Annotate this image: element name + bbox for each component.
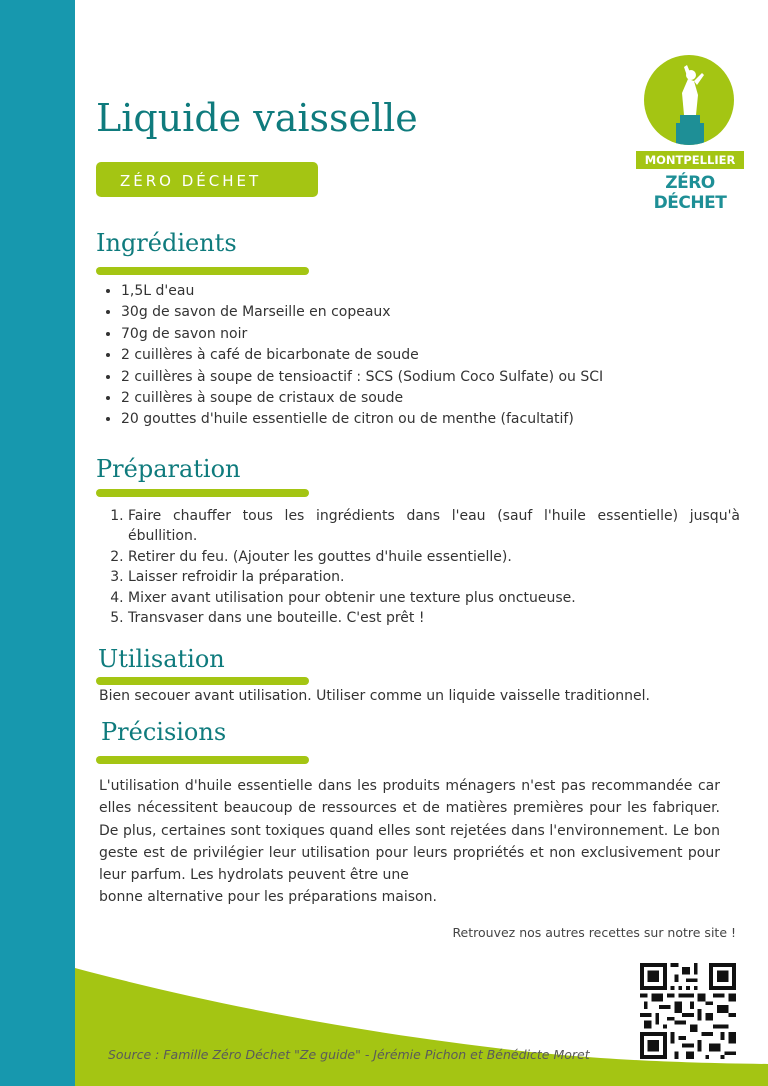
- website-callout: Retrouvez nos autres recettes sur notre site !: [452, 925, 736, 940]
- logo-circle: [644, 55, 734, 145]
- tag-label: ZÉRO DÉCHET: [120, 172, 262, 190]
- logo: [634, 55, 746, 213]
- ingredient-item: • 1,5L d'eau: [121, 281, 603, 302]
- precisions-text: [99, 775, 720, 909]
- step-item: 5. Transvaser dans une bouteille. C'est prêt !: [128, 608, 740, 628]
- step-item: 1. Faire chauffer tous les ingrédients dans l'eau (sauf l'huile essentielle) jusqu'à ébullition.: [128, 506, 740, 547]
- usage-text: Bien secouer avant utilisation. Utiliser comme un liquide vaisselle traditionnel.: [99, 688, 650, 704]
- page-title: Liquide vaisselle: [96, 96, 418, 140]
- usage-heading: Utilisation: [98, 645, 225, 673]
- statue-icon: [644, 55, 734, 145]
- preparation-underline: [96, 489, 309, 497]
- qr-code-icon[interactable]: [640, 963, 736, 1059]
- logo-brand-word1: ZÉRO: [665, 173, 715, 193]
- precisions-last-line: bonne alternative pour les préparations maison.: [99, 889, 437, 906]
- logo-city: MONTPELLIER: [636, 151, 744, 169]
- ingredient-item: • 20 gouttes d'huile essentielle de citron ou de menthe (facultatif): [121, 409, 603, 430]
- ingredients-list: [100, 281, 603, 431]
- tag-badge: [96, 162, 318, 197]
- ingredient-item: • 2 cuillères à café de bicarbonate de soude: [121, 345, 603, 366]
- usage-underline: [96, 677, 309, 685]
- step-item: 4. Mixer avant utilisation pour obtenir une texture plus onctueuse.: [128, 588, 740, 608]
- ingredients-underline: [96, 267, 309, 275]
- ingredient-item: • 2 cuillères à soupe de cristaux de soude: [121, 388, 603, 409]
- side-bar: [0, 0, 75, 1086]
- steps-list: [108, 506, 740, 628]
- logo-brand-word2: DÉCHET: [653, 193, 727, 213]
- ingredient-item: • 30g de savon de Marseille en copeaux: [121, 302, 603, 323]
- step-item: 3. Laisser refroidir la préparation.: [128, 567, 740, 587]
- precisions-heading: Précisions: [101, 718, 227, 746]
- source-credit: Source : Famille Zéro Déchet "Ze guide" - Jérémie Pichon et Bénédicte Moret: [108, 1047, 590, 1062]
- precisions-underline: [96, 756, 309, 764]
- step-item: 2. Retirer du feu. (Ajouter les gouttes d'huile essentielle).: [128, 547, 740, 567]
- ingredients-heading: Ingrédients: [96, 229, 237, 257]
- logo-brand: [634, 173, 746, 213]
- preparation-heading: Préparation: [96, 455, 241, 483]
- ingredient-item: • 70g de savon noir: [121, 324, 603, 345]
- precisions-main: L'utilisation d'huile essentielle dans les produits ménagers n'est pas recommandée car elles nécessitent beaucoup de ressources et de matières premières pour les fabriquer. De plus, certaines sont toxiques quand elles sont rejetées dans l'environnement. Le bon geste est de privilégier leur utilisation pour leurs propriétés et non exclusivement pour leur parfum. Les hydrolats peuvent être une: [99, 778, 720, 884]
- ingredient-item: • 2 cuillères à soupe de tensioactif : SCS (Sodium Coco Sulfate) ou SCI: [121, 367, 603, 388]
